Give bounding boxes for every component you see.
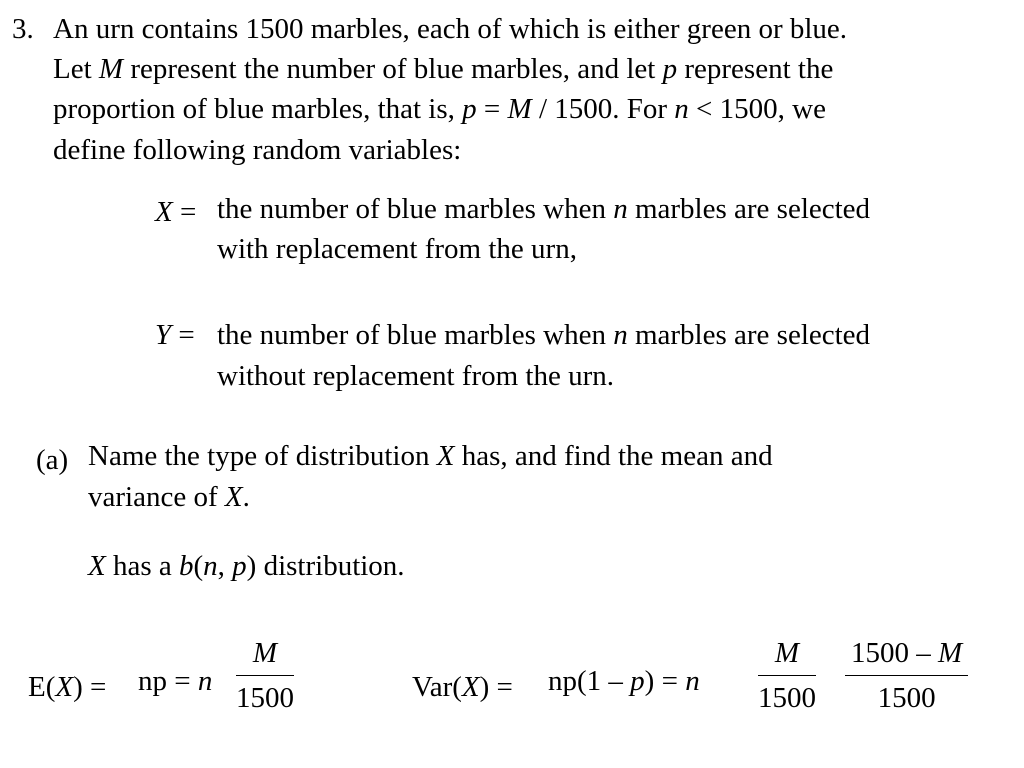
x-definition-line-2: with replacement from the urn,	[217, 233, 577, 265]
mean-fraction-numerator: M	[252, 637, 278, 669]
variance-rhs: np(1 – p) = n	[548, 665, 700, 697]
x-definition-label: X =	[155, 196, 197, 228]
intro-line-4	[53, 133, 461, 167]
mean-lhs: E(X) =	[28, 671, 107, 703]
intro-line-1-text: An urn contains 1500 marbles, each of which is either green or blue.	[53, 13, 848, 45]
mean-rhs: np = n	[138, 665, 213, 697]
variance-lhs: Var(X) =	[412, 671, 513, 703]
part-a-answer: X has a b(n, p) distribution.	[88, 550, 405, 582]
variance-fraction-2-numerator: 1500 – M	[851, 637, 963, 669]
variance-fraction-2-denominator: 1500	[877, 682, 936, 714]
x-definition-line-1: the number of blue marbles when n marbles are selected	[217, 193, 871, 225]
intro-line-2	[53, 52, 833, 86]
intro-line-3-text: proportion of blue marbles, that is, p = M / 1500. For n < 1500, we	[53, 93, 826, 125]
problem-number: 3.	[12, 13, 34, 45]
part-a-question-line-2: variance of X.	[88, 481, 250, 513]
intro-line-1	[53, 12, 847, 46]
variance-fraction-1-numerator: M	[774, 637, 800, 669]
variance-fraction-2	[845, 636, 968, 715]
mean-fraction	[236, 636, 294, 715]
variance-fraction-1-denominator: 1500	[758, 682, 816, 714]
part-a-question-line-1: Name the type of distribution X has, and find the mean and	[88, 440, 773, 472]
intro-line-4-text: define following random variables:	[53, 134, 462, 166]
intro-line-3	[53, 92, 826, 126]
intro-line-2-text: Let M represent the number of blue marbles, and let p represent the	[53, 53, 834, 85]
y-definition-label: Y =	[155, 319, 195, 351]
y-definition-line-1: the number of blue marbles when n marbles are selected	[217, 319, 871, 351]
mean-fraction-denominator: 1500	[236, 682, 294, 714]
part-a-label: (a)	[36, 444, 69, 476]
variance-fraction-1	[758, 636, 816, 715]
y-definition-line-2: without replacement from the urn.	[217, 360, 615, 392]
